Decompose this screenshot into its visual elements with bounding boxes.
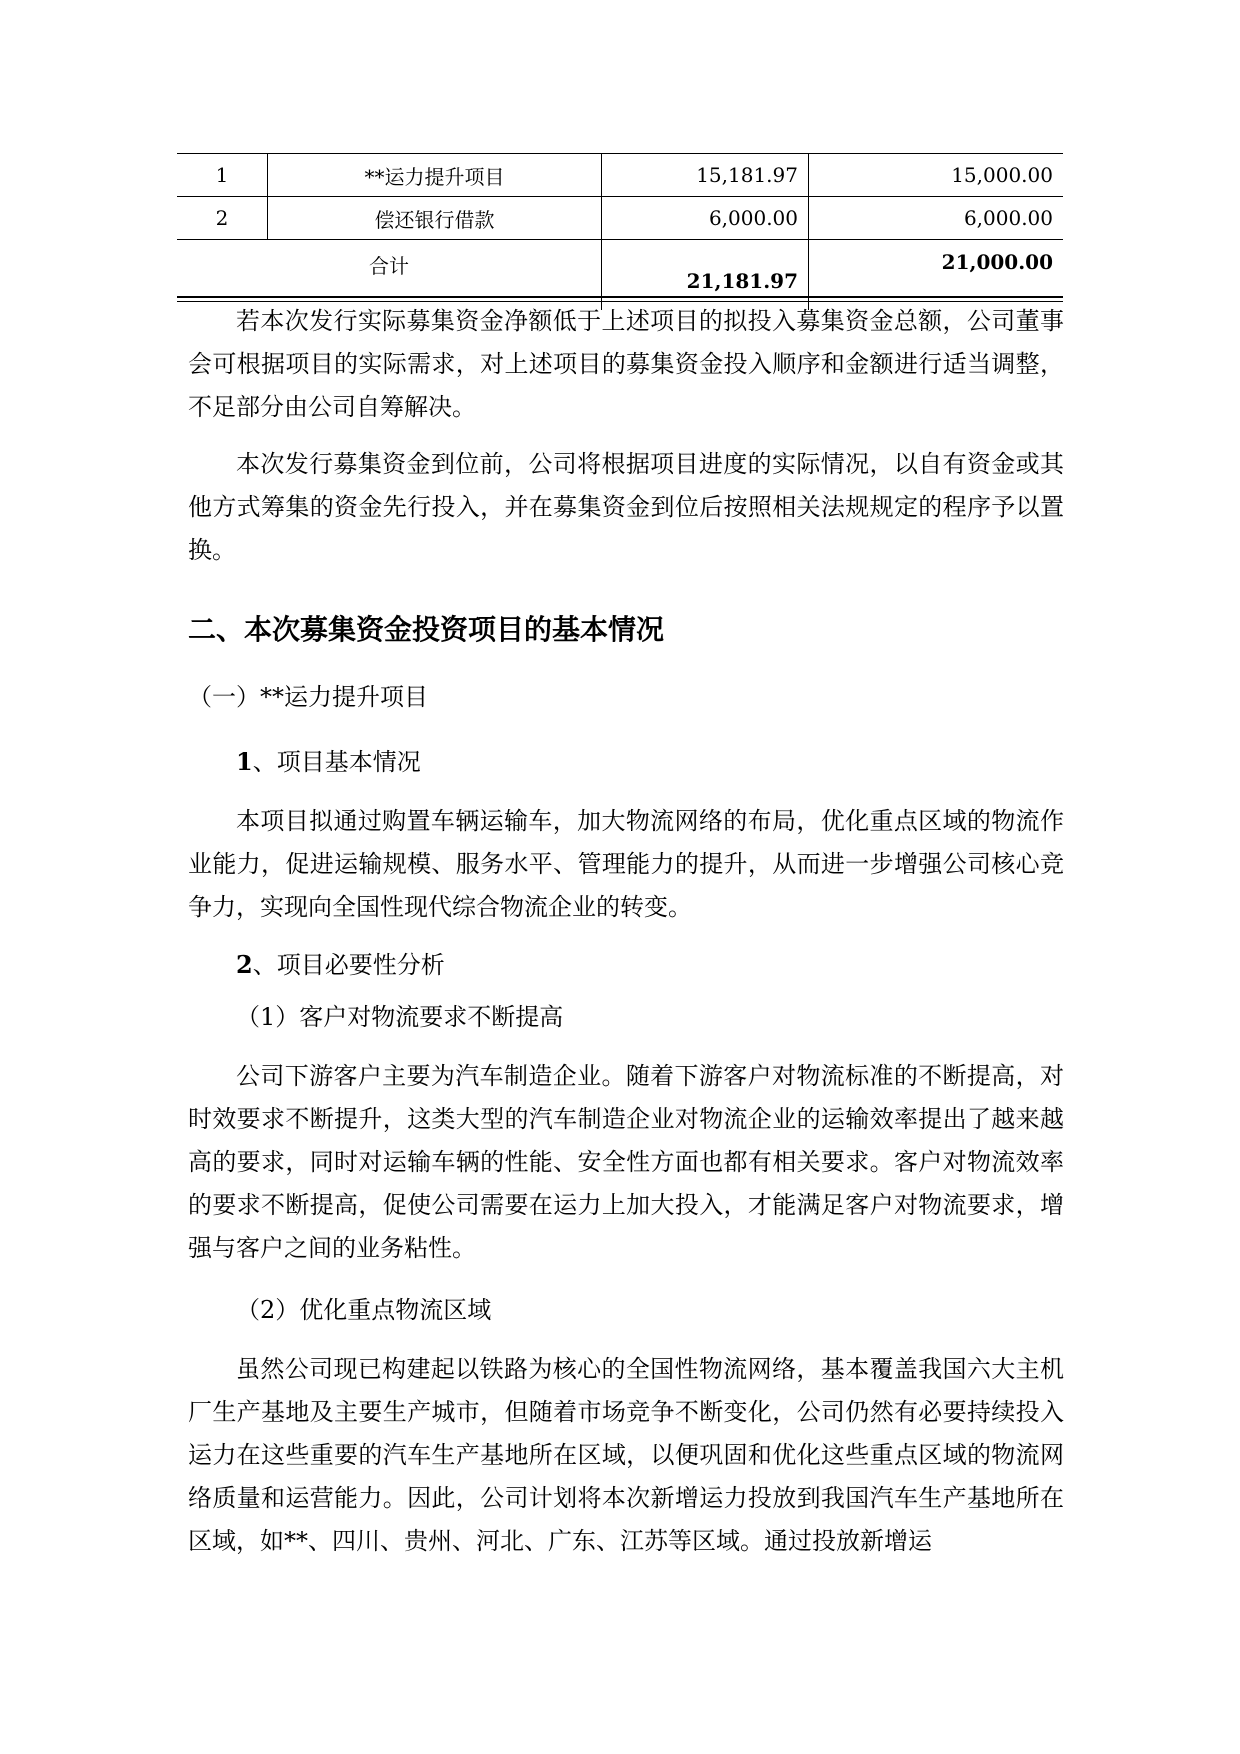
point-heading: （1）客户对物流要求不断提高 xyxy=(236,1003,564,1031)
item-number: 1 xyxy=(236,747,253,776)
item-number: 2 xyxy=(236,950,253,979)
project-name: 偿还银行借款 xyxy=(268,197,602,240)
subsection-heading: （一）**运力提升项目 xyxy=(188,683,428,711)
row-number: 2 xyxy=(177,197,268,240)
point-heading: （2）优化重点物流区域 xyxy=(236,1296,492,1324)
paragraph-shortfall: 若本次发行实际募集资金净额低于上述项目的拟投入募集资金总额，公司董事会可根据项目的实际需求，对上述项目的募集资金投入顺序和金额进行适当调整，不足部分由公司自筹解决。 xyxy=(188,307,1064,421)
project-name: **运力提升项目 xyxy=(268,154,602,197)
sum-label: 合计 xyxy=(177,240,602,311)
table-row xyxy=(177,197,1063,240)
paragraph-customer-demand: 公司下游客户主要为汽车制造企业。随着下游客户对物流标准的不断提高，对时效要求不断提升，这类大型的汽车制造企业对物流企业的运输效率提出了越来越高的要求，同时对运输车辆的性能、安全性方面也都有相关要求。客户对物流效率的要求不断提高，促使公司需要在运力上加大投入，才能满足客户对物流要求，增强与客户之间的业务粘性。 xyxy=(188,1062,1064,1262)
item-title: 、项目必要性分析 xyxy=(252,951,445,979)
total-investment: 15,181.97 xyxy=(602,154,809,197)
sum-planned-raise: 21,000.00 xyxy=(809,240,1064,311)
fund-allocation-table xyxy=(177,153,1063,310)
paragraph-key-regions: 虽然公司现已构建起以铁路为核心的全国性物流网络，基本覆盖我国六大主机厂生产基地及主要生产城市，但随着市场竞争不断变化，公司仍然有必要持续投入运力在这些重要的汽车生产基地所在区域，以便巩固和优化这些重点区域的物流网络质量和运营能力。因此，公司计划将本次新增运力投放到我国汽车生产基地所在区域，如**、四川、贵州、河北、广东、江苏等区域。通过投放新增运 xyxy=(188,1355,1064,1555)
table-row xyxy=(177,154,1063,197)
total-investment: 6,000.00 xyxy=(602,197,809,240)
paragraph-project-overview: 本项目拟通过购置车辆运输车，加大物流网络的布局，优化重点区域的物流作业能力，促进运输规模、服务水平、管理能力的提升，从而进一步增强公司核心竞争力，实现向全国性现代综合物流企业的转变。 xyxy=(188,807,1064,921)
section-heading: 二、本次募集资金投资项目的基本情况 xyxy=(188,613,665,646)
item-title: 、项目基本情况 xyxy=(252,748,421,776)
planned-raise: 6,000.00 xyxy=(809,197,1064,240)
row-number: 1 xyxy=(177,154,268,197)
sum-total-investment: 21,181.97 xyxy=(602,240,809,311)
item-heading xyxy=(236,742,421,782)
paragraph-prefunding: 本次发行募集资金到位前，公司将根据项目进度的实际情况，以自有资金或其他方式筹集的资金先行投入，并在募集资金到位后按照相关法规规定的程序予以置换。 xyxy=(188,450,1064,564)
item-heading xyxy=(236,945,445,985)
planned-raise: 15,000.00 xyxy=(809,154,1064,197)
